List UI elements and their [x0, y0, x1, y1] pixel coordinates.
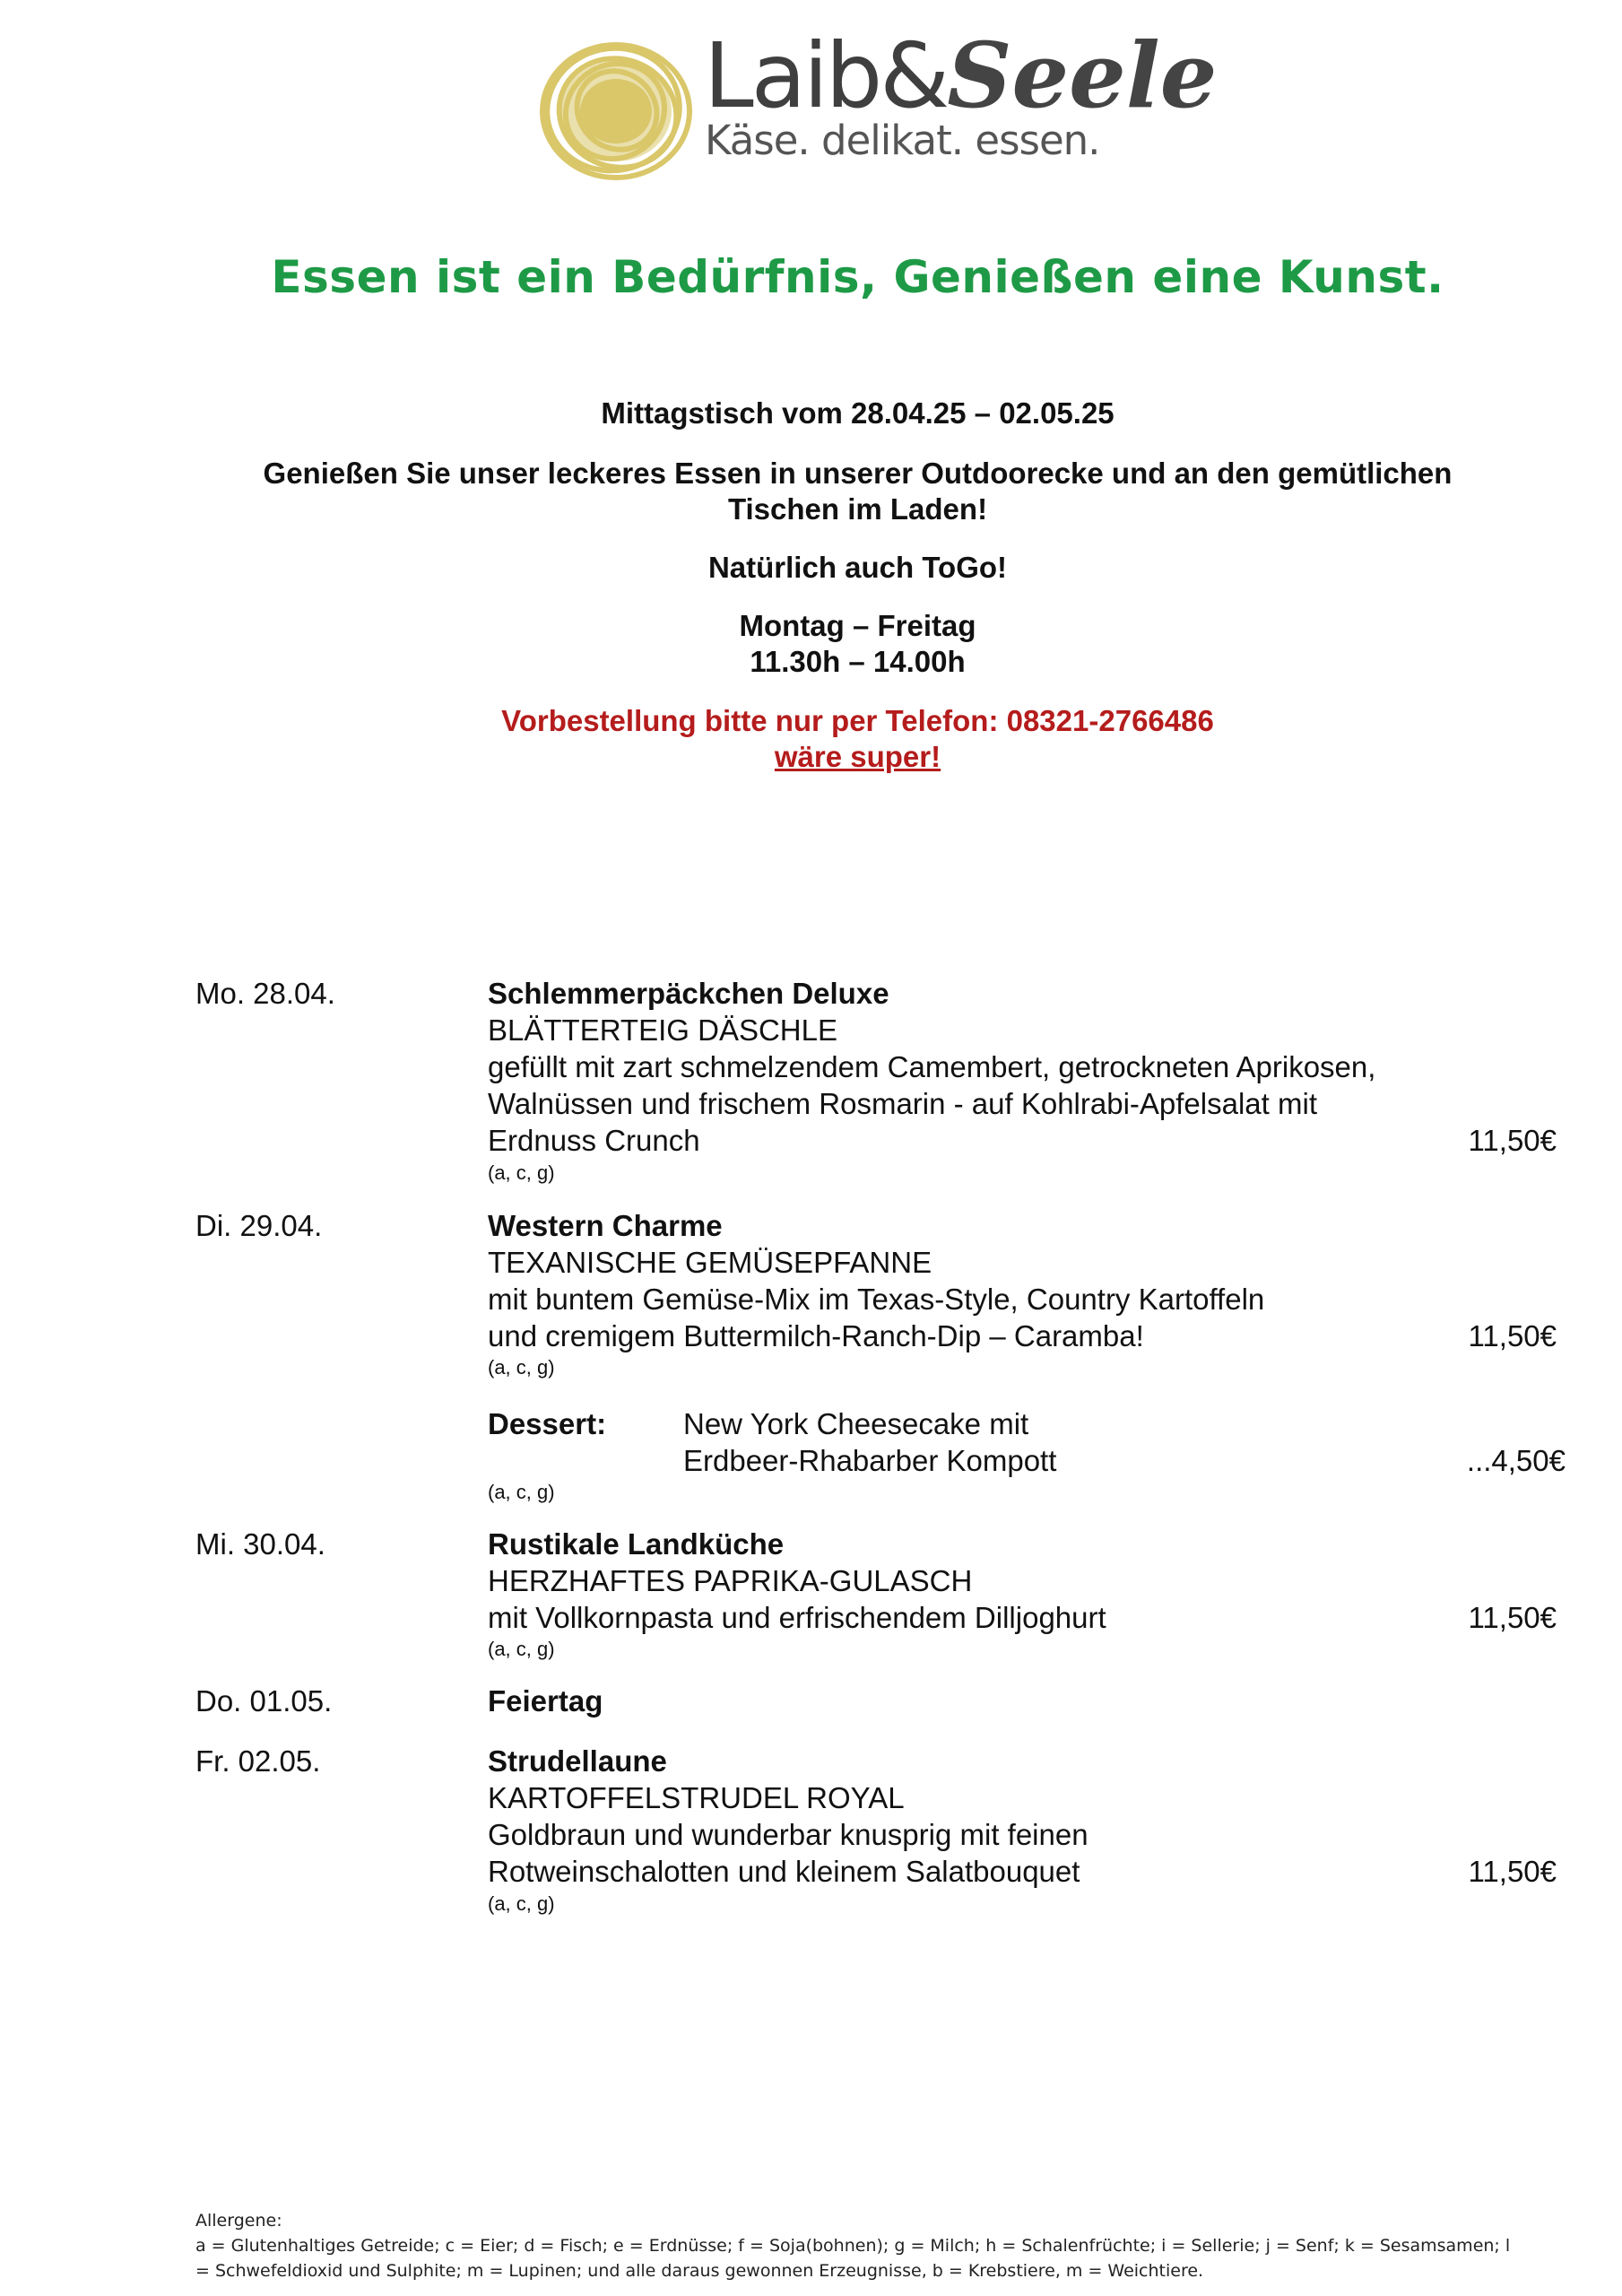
opening-days: Montag – Freitag [739, 609, 976, 642]
menu-period-title: Mittagstisch vom 28.04.25 – 02.05.25 [601, 396, 1115, 430]
opening-hours: 11.30h – 14.00h [750, 645, 966, 678]
allergen-legend-heading: Allergene: [195, 2211, 282, 2231]
dish-allergens: (a, c, g) [488, 1161, 555, 1184]
dish-allergens: (a, c, g) [488, 1892, 555, 1915]
dish-description: mit buntem Gemüse-Mix im Texas-Style, Country Kartoffeln [488, 1283, 1265, 1316]
dish-name: HERZHAFTES PAPRIKA-GULASCH [488, 1564, 973, 1597]
dish-description: Rotweinschalotten und kleinem Salatbouquet [488, 1855, 1080, 1888]
dessert-name: Erdbeer-Rhabarber Kompott [683, 1444, 1057, 1477]
dish-name: TEXANISCHE GEMÜSEPFANNE [488, 1246, 932, 1279]
allergen-legend-line: a = Glutenhaltiges Getreide; c = Eier; d = Fisch; e = Erdnüsse; f = Soja(bohnen); g = Milch; h = Schalenfrüchte; i = Sellerie; j = Senf; k = Sesamsamen; l [195, 2236, 1511, 2256]
dessert-label: Dessert: [488, 1407, 607, 1440]
dish-allergens: (a, c, g) [488, 1638, 555, 1660]
dish-description: mit Vollkornpasta und erfrischendem Dilljoghurt [488, 1601, 1106, 1634]
dish-name: KARTOFFELSTRUDEL ROYAL [488, 1781, 905, 1814]
day-date: Fr. 02.05. [195, 1744, 321, 1778]
dish-price: 11,50€ [1468, 1855, 1557, 1888]
day-date: Do. 01.05. [195, 1684, 333, 1718]
dish-title: Rustikale Landküche [488, 1527, 785, 1561]
dish-description: gefüllt mit zart schmelzendem Camembert, getrockneten Aprikosen, [488, 1050, 1376, 1083]
intro-line-2: Tischen im Laden! [727, 492, 988, 526]
preorder-note: wäre super! [774, 740, 941, 773]
dish-description: Walnüssen und frischem Rosmarin - auf Kohlrabi-Apfelsalat mit [488, 1087, 1317, 1120]
dish-price: 11,50€ [1468, 1124, 1557, 1157]
logo-wordmark: Laib&Seele [704, 22, 1218, 128]
dish-description: Erdnuss Crunch [488, 1124, 700, 1157]
dessert-name: New York Cheesecake mit [683, 1407, 1029, 1440]
day-date: Di. 29.04. [195, 1209, 323, 1242]
dish-title: Feiertag [488, 1684, 603, 1718]
dish-description: und cremigem Buttermilch-Ranch-Dip – Caramba! [488, 1319, 1144, 1352]
preorder-phone: Vorbestellung bitte nur per Telefon: 08321-2766486 [501, 704, 1214, 737]
dish-price: 11,50€ [1468, 1319, 1557, 1352]
logo-tagline: Käse. delikat. essen. [705, 117, 1100, 164]
dish-price: 11,50€ [1468, 1601, 1557, 1634]
dish-description: Goldbraun und wunderbar knusprig mit feinen [488, 1818, 1089, 1851]
dish-title: Schlemmerpäckchen Deluxe [488, 977, 889, 1010]
dish-name: BLÄTTERTEIG DÄSCHLE [488, 1013, 837, 1047]
day-date: Mi. 30.04. [195, 1527, 325, 1561]
allergen-legend [195, 2208, 1576, 2283]
dessert-allergens: (a, c, g) [488, 1481, 555, 1503]
allergen-legend-line: = Schwefeldioxid und Sulphite; m = Lupinen; und alle daraus gewonnen Erzeugnisse, b = Krebstiere, m = Weichtiere. [195, 2261, 1204, 2281]
slogan: Essen ist ein Bedürfnis, Genießen eine Kunst. [271, 251, 1444, 303]
dish-title: Western Charme [488, 1209, 723, 1242]
dish-allergens: (a, c, g) [488, 1356, 555, 1378]
intro-line-1: Genießen Sie unser leckeres Essen in unserer Outdoorecke und an den gemütlichen [263, 457, 1453, 490]
dessert-price: ...4,50€ [1466, 1444, 1566, 1477]
dish-title: Strudellaune [488, 1744, 667, 1778]
day-date: Mo. 28.04. [195, 977, 335, 1010]
togo-note: Natürlich auch ToGo! [707, 551, 1008, 584]
